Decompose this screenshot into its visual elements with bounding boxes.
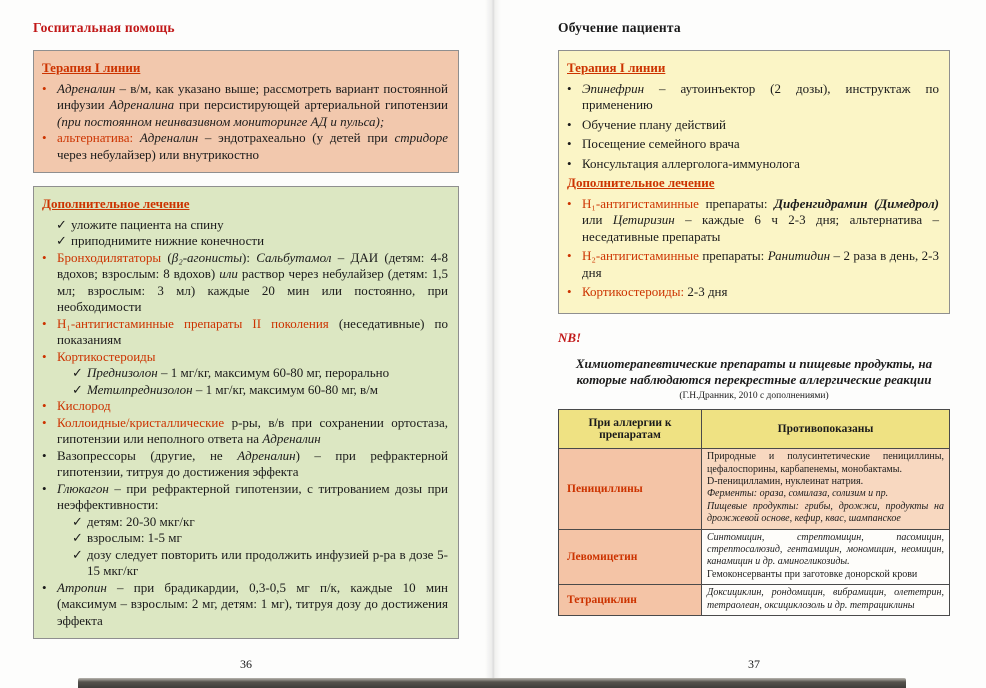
item-text — [57, 481, 448, 514]
bullet-item — [42, 398, 448, 415]
section-header: Терапия I линии — [567, 60, 666, 75]
bullet-icon: • — [42, 414, 47, 430]
contraindicated-cell — [702, 529, 950, 585]
text-segment: Метилпреднизолон — [87, 381, 193, 397]
text-segment: 2-3 дня — [684, 284, 728, 299]
text-segment: препараты: — [698, 195, 775, 211]
text-segment: ) – при рефрактерной гипотензии, титруя до достижения эффекта — [57, 447, 449, 479]
check-item — [56, 217, 448, 234]
item-text — [57, 130, 448, 163]
page-title-patient-education: Обучение пациента — [558, 20, 681, 35]
paragraph: Природные и полусинтетические пенициллины, цефалоспорины, карбапенемы, монобактамы. — [707, 451, 944, 475]
item-text — [57, 415, 448, 448]
item-text — [582, 248, 939, 281]
cross-allergy-table-source: (Г.Н.Дранник, 2010 с дополнениями) — [679, 391, 829, 402]
text-segment: Ранитидин — [767, 248, 831, 263]
bullet-item — [567, 196, 939, 246]
item-text — [582, 81, 939, 114]
item-text — [57, 580, 448, 630]
text-segment: Н₁-антигистаминные — [582, 195, 699, 211]
check-item — [72, 514, 448, 531]
item-text — [71, 217, 448, 234]
check-icon: ✓ — [72, 513, 83, 529]
table-row — [559, 585, 950, 616]
check-icon: ✓ — [72, 530, 83, 545]
text-segment: приподнимите нижние конечности — [71, 233, 265, 248]
section-header: Дополнительное лечение — [42, 196, 190, 211]
text-segment: р-ры, в/в при сохранении ортостаза, гипотензии или неполного ответа на — [57, 414, 448, 446]
text-segment: – в/м, как указано выше; рассмотреть вариант постоянной инфузии — [57, 80, 448, 112]
bullet-item — [567, 81, 939, 114]
text-segment: Адреналин — [262, 431, 321, 446]
bullet-item — [42, 81, 448, 131]
text-segment: Кортикостероиды — [57, 348, 156, 364]
text-segment: через небулайзер) или внутрикостно — [57, 146, 260, 162]
bullet-icon: • — [567, 116, 572, 132]
bullet-icon: • — [42, 447, 47, 463]
bullet-icon: • — [567, 155, 572, 171]
text-segment: Адреналин — [139, 130, 199, 145]
text-segment: детям: 20-30 мкг/кг — [87, 513, 195, 529]
text-segment: стридоре — [394, 130, 448, 145]
check-icon: ✓ — [56, 233, 67, 248]
check-item — [72, 382, 448, 399]
text-segment: Бронходилятаторы — [57, 249, 162, 265]
bullet-icon: • — [42, 130, 47, 145]
text-segment: Консультация аллерголога-иммунолога — [582, 155, 800, 171]
item-text — [87, 514, 448, 531]
check-item — [72, 547, 448, 580]
item-text — [87, 530, 448, 547]
text-segment: – 1 мг/кг, максимум 60-80 мг, в/м — [192, 381, 379, 397]
col-header-contraindicated: Противопоказаны — [702, 410, 950, 449]
text-segment: препараты: — [698, 248, 768, 263]
text-segment: – аутоинъектор (2 дозы), инструктаж по применению — [582, 80, 939, 112]
cross-allergy-table — [558, 409, 950, 616]
bullet-item — [567, 136, 939, 153]
item-text — [57, 250, 448, 316]
text-segment: Кислород — [57, 398, 111, 413]
allergen-cell: Тетрациклин — [559, 585, 702, 616]
text-segment: Преднизолон — [87, 365, 158, 380]
text-segment: Н₂-антигистаминные — [582, 248, 699, 263]
cross-allergy-table-title: Химиотерапевтические препараты и пищевые продукты, на которые наблюдаются перекрестные аллергические реакции — [575, 355, 933, 388]
text-segment: Адреналин — [237, 447, 296, 463]
check-icon: ✓ — [72, 546, 83, 562]
bullet-item — [567, 284, 939, 301]
allergen-cell: Пенициллины — [559, 449, 702, 529]
bullet-item — [567, 117, 939, 134]
text-segment: Эпинефрин — [582, 80, 645, 96]
text-segment: – каждые 6 ч 2-3 дня; альтернатива – неседативные препараты — [582, 212, 939, 244]
page-title-hospital-care: Госпитальная помощь — [33, 20, 175, 35]
text-segment: Адреналин — [57, 80, 116, 96]
bullet-item — [567, 156, 939, 173]
text-segment: или — [582, 212, 613, 227]
additional-treatment-box — [33, 186, 459, 639]
item-text — [57, 81, 448, 131]
col-header-allergy: При аллергии к препаратам — [559, 410, 702, 449]
text-segment: Атропин — [57, 579, 107, 595]
text-segment: – 1 мг/кг, максимум 60-80 мг, перорально — [157, 365, 390, 380]
patient-education-box — [558, 50, 950, 314]
bullet-item — [42, 580, 448, 630]
bullet-item — [42, 481, 448, 514]
text-segment: Адреналина — [109, 97, 175, 112]
item-text — [57, 316, 448, 349]
text-segment: ): — [242, 249, 257, 265]
text-segment: Цетиризин — [612, 212, 675, 227]
text-segment: или — [219, 266, 238, 281]
bullet-icon: • — [42, 398, 47, 413]
check-icon: ✓ — [72, 381, 83, 397]
text-segment: β₂-агонисты — [171, 249, 243, 265]
bullet-item — [42, 130, 448, 163]
bullet-icon: • — [42, 348, 47, 364]
bullet-item — [567, 248, 939, 281]
check-item — [56, 233, 448, 250]
bullet-item — [42, 316, 448, 349]
bullet-icon: • — [567, 284, 572, 299]
page-number-right: 37 — [748, 657, 760, 671]
page-right — [493, 0, 986, 688]
paragraph: Пищевые продукты: грибы, дрожжи, продукты на дрожжевой основе, кефир, квас, шампанское — [707, 500, 944, 525]
bullet-icon: • — [567, 195, 572, 211]
item-text — [582, 136, 939, 153]
text-segment: – эндотрахеально (у детей при — [198, 130, 395, 145]
bullet-icon: • — [567, 248, 572, 263]
text-segment: – ДАИ (детям: 4-8 вдохов; взрослым: 8 вдохов) — [57, 249, 448, 281]
text-segment: Кортикостероиды: — [582, 284, 685, 299]
item-text — [582, 117, 939, 134]
first-line-therapy-box — [33, 50, 459, 173]
nb-note: NB! — [558, 329, 582, 345]
bullet-icon: • — [567, 136, 572, 151]
text-segment: Коллоидные/кристаллические — [57, 414, 225, 430]
table-row — [559, 529, 950, 585]
item-text — [57, 398, 448, 415]
item-text — [582, 156, 939, 173]
section-header: Дополнительное лечение — [567, 175, 715, 190]
text-segment: – при рефрактерной гипотензии, с титрованием дозы при неэффективности: — [57, 480, 448, 512]
paragraph: Ферменты: ораза, сомилаза, солизим и пр. — [707, 488, 889, 500]
contraindicated-cell — [702, 449, 950, 529]
paragraph: Доксициклин, рондомицин, вибрамицин, олететрин, тетраолеан, оксициклозоль и др. тетрациклины — [707, 587, 944, 611]
bullet-item — [42, 250, 448, 316]
text-segment: при персистирующей артериальной гипотензии — [174, 97, 448, 112]
item-text — [582, 196, 939, 246]
text-segment: уложите пациента на спину — [71, 216, 224, 232]
text-segment: Обучение плану действий — [582, 116, 727, 132]
paragraph: D-пеницилламин, нуклеинат натрия. — [707, 476, 864, 488]
text-segment: Дифенгидрамин (Димедрол) — [774, 195, 940, 211]
bullet-item — [42, 448, 448, 481]
item-text — [582, 284, 939, 301]
section-header: Терапия I линии — [42, 60, 141, 75]
text-segment: Посещение семейного врача — [582, 136, 740, 151]
text-segment: Н₁-антигистаминные препараты II поколения — [57, 315, 329, 331]
table-row — [559, 449, 950, 529]
paragraph: Синтомицин, стрептомицин, пасомицин, стрептосалюзид, гентамицин, мономицин, неомицин, канамицин и др. аминогликозиды. — [707, 531, 944, 568]
text-segment: (неседативные) по показаниям — [57, 315, 448, 347]
text-segment: Глюкагон — [57, 480, 109, 496]
item-text — [87, 365, 448, 382]
check-icon: ✓ — [56, 216, 67, 232]
text-segment: альтернатива: — [57, 130, 140, 145]
paragraph: Гемоконсерванты при заготовке донорской крови — [707, 568, 918, 580]
item-text — [71, 233, 448, 250]
text-segment: ( — [161, 249, 172, 265]
text-segment: Вазопрессоры (другие, не — [57, 447, 238, 463]
book-bottom-edge — [78, 678, 906, 688]
check-icon: ✓ — [72, 365, 83, 380]
text-segment: дозу следует повторить или продолжить инфузией р-ра в дозе 5-15 мкг/кг — [87, 546, 448, 578]
item-text — [87, 547, 448, 580]
page-number-left: 36 — [240, 657, 252, 671]
bullet-icon: • — [42, 80, 47, 96]
allergen-cell: Левомицетин — [559, 529, 702, 585]
text-segment: (при постоянном неинвазивном мониторинге АД и пульса); — [57, 113, 385, 129]
text-segment: взрослым: 1-5 мг — [87, 530, 182, 545]
bullet-icon: • — [567, 80, 572, 96]
bullet-icon: • — [42, 480, 47, 496]
text-segment: – при брадикардии, 0,3-0,5 мг п/к, каждые 10 мин (максимум – взрослым: 2 мг, детям: 1 мг), титруя дозу до достижения эффекта — [57, 579, 448, 628]
check-item — [72, 530, 448, 547]
item-text — [57, 349, 448, 366]
bullet-item — [42, 349, 448, 366]
check-item — [72, 365, 448, 382]
text-segment: раствор через небулайзер (детям: 1,5 мл; взрослым: 3 мл) каждые 20 мин или постоянно, при необходимости — [57, 266, 448, 314]
bullet-icon: • — [42, 315, 47, 331]
item-text — [57, 448, 448, 481]
text-segment: – 2 раза в день, 2-3 дня — [582, 248, 939, 280]
bullet-icon: • — [42, 249, 47, 265]
bullet-item — [42, 415, 448, 448]
text-segment: Сальбутамол — [256, 249, 332, 265]
item-text — [87, 382, 448, 399]
contraindicated-cell — [702, 585, 950, 616]
bullet-icon: • — [42, 579, 47, 595]
